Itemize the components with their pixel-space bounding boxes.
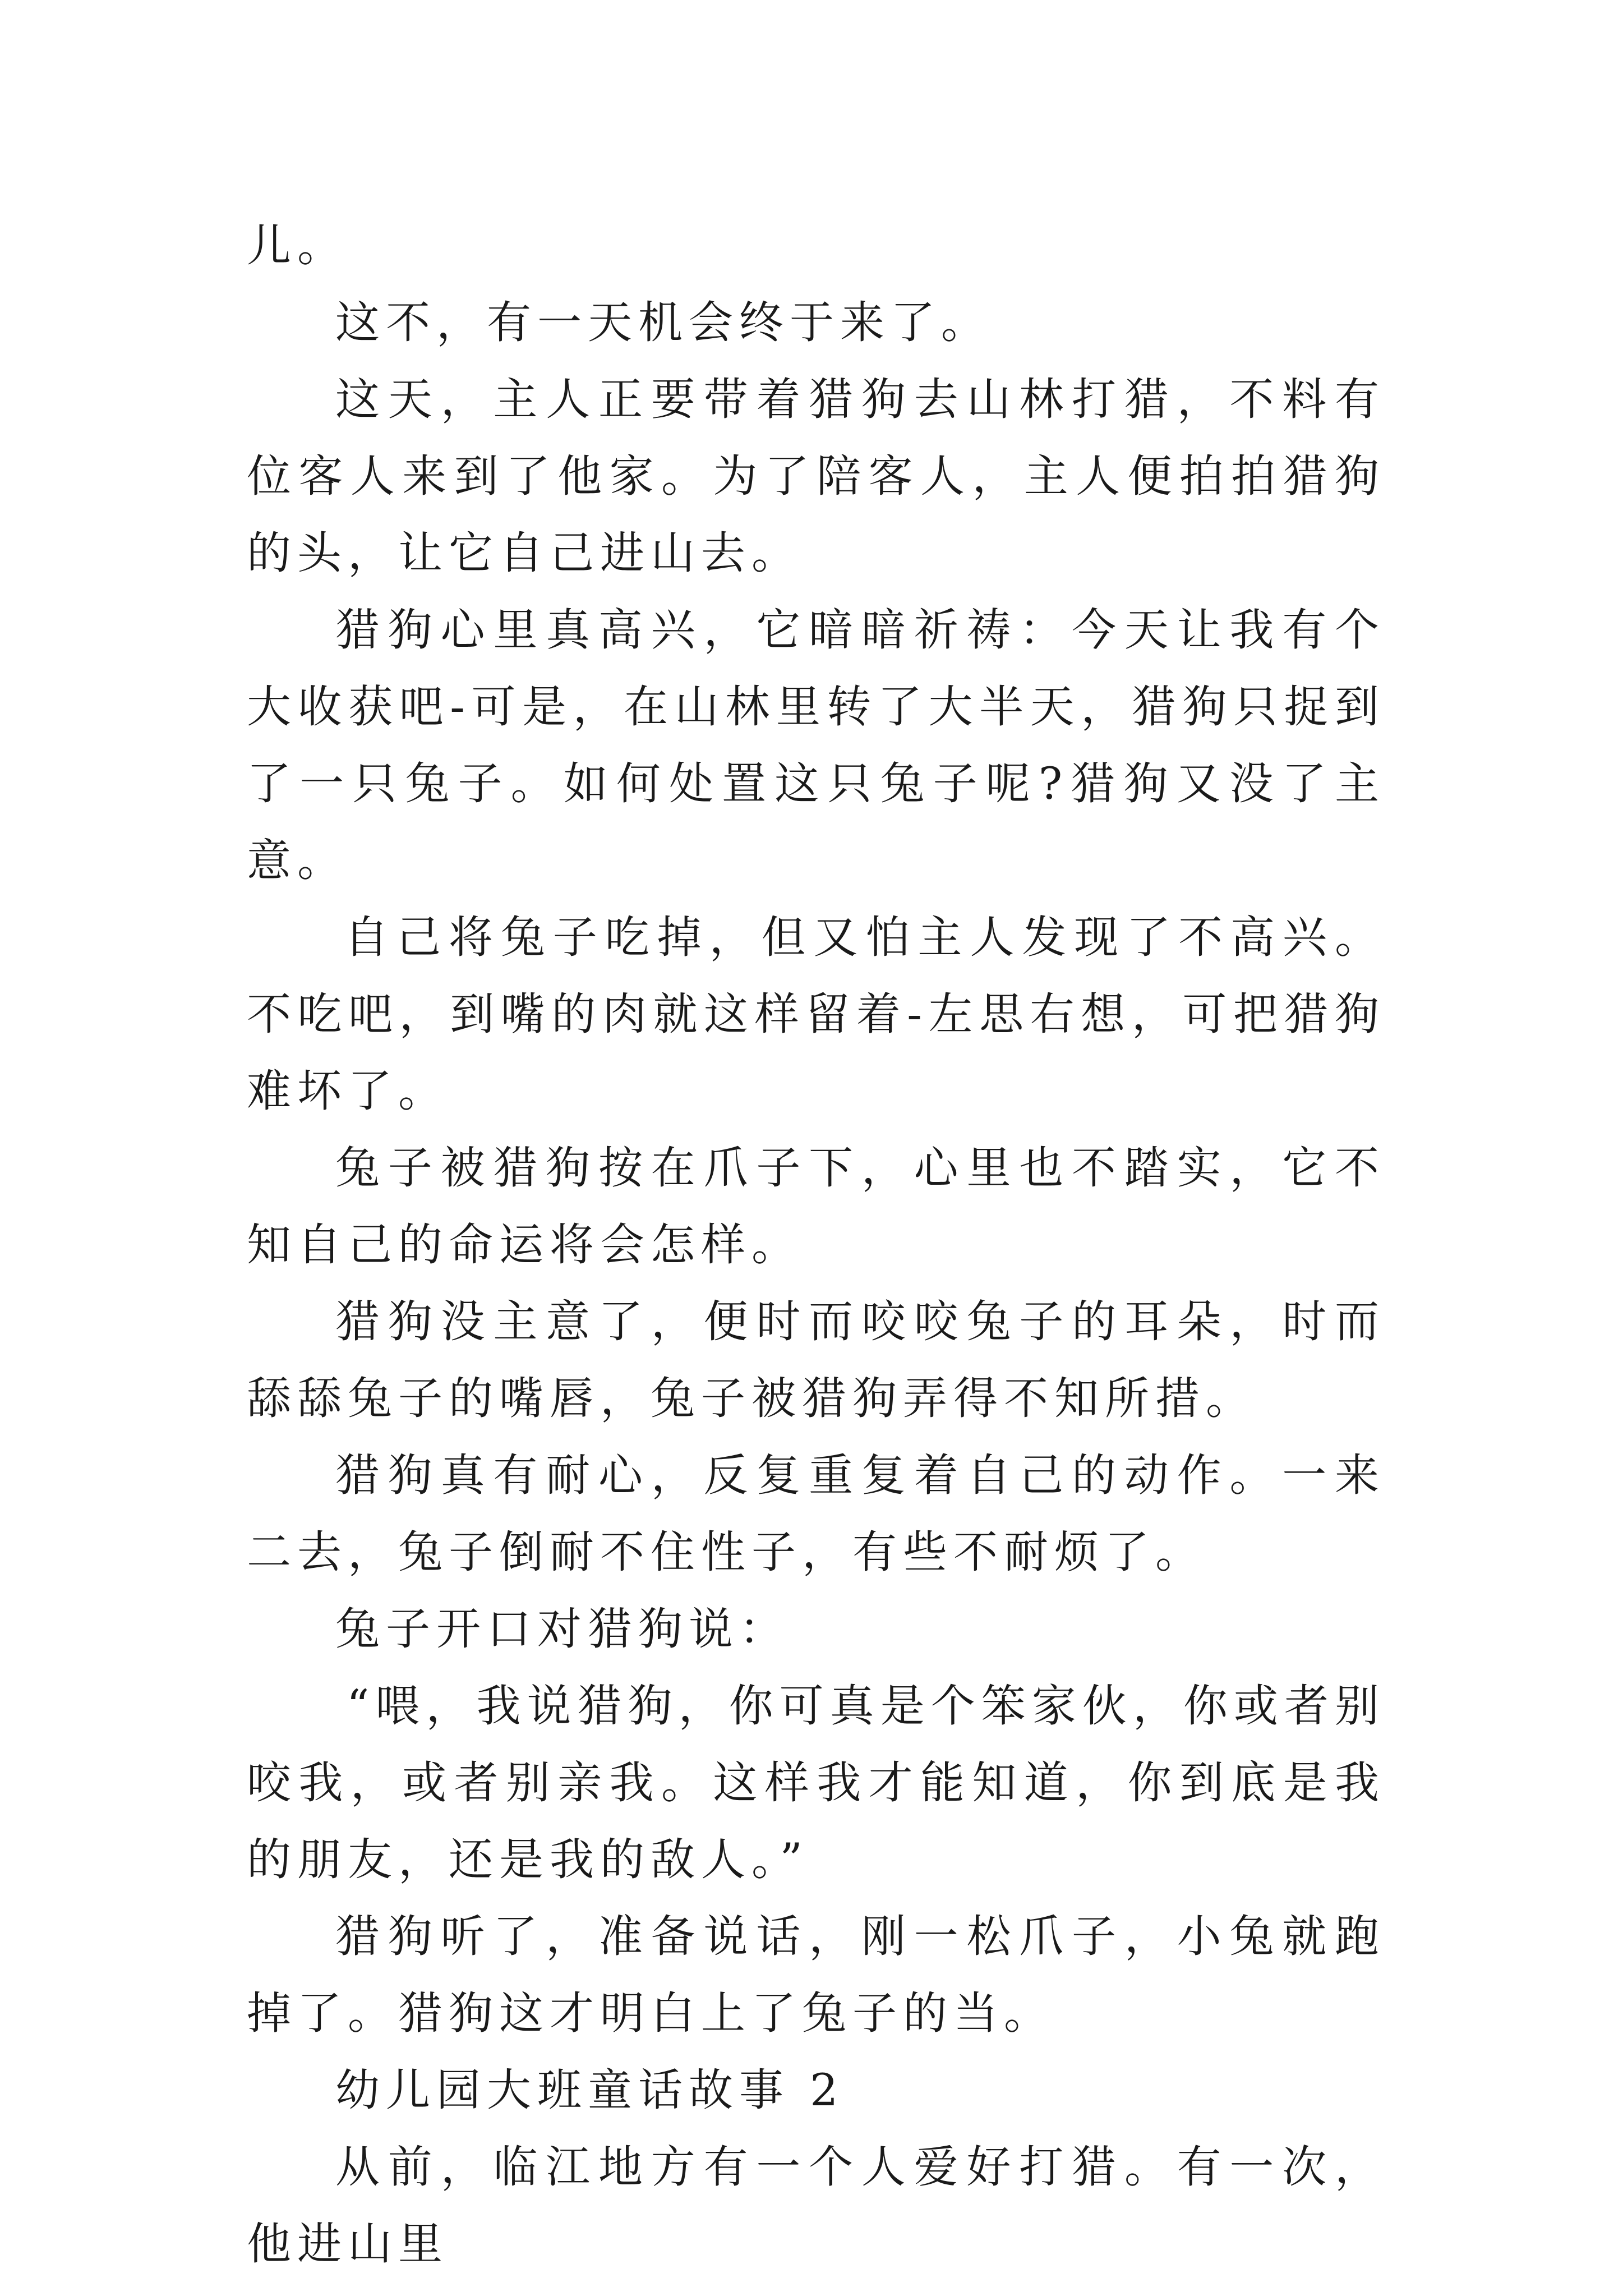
paragraph-rabbit-speaks: 兔子开口对猎狗说： [335, 1603, 790, 1655]
paragraph-escape: 猎狗听了，准备说话，刚一松爪子，小兔就跑掉了。猎狗这才明白上了兔子的当。 [247, 1911, 1385, 2039]
paragraph-dilemma: 自己将兔子吃掉，但又怕主人发现了不高兴。不吃吧，到嘴的肉就这样留着-左思右想，可把猎狗难坏了。 [247, 912, 1385, 1117]
paragraph-rabbit-worry: 兔子被猎狗按在爪子下，心里也不踏实，它不知自己的命运将会怎样。 [247, 1142, 1385, 1271]
section-heading: 幼儿园大班童话故事 2 [335, 2064, 845, 2116]
paragraph-continuation: 儿。 [247, 220, 348, 272]
paragraph-bite-lick: 猎狗没主意了，便时而咬咬兔子的耳朵，时而舔舔兔子的嘴唇，兔子被猎狗弄得不知所措。 [247, 1296, 1385, 1424]
body-text [247, 208, 1385, 2283]
paragraph-quote: “喂，我说猎狗，你可真是个笨家伙，你或者别咬我，或者别亲我。这样我才能知道，你到底是我的朋友，还是我的敌人。” [247, 1680, 1385, 1885]
paragraph-guest-arrives: 这天，主人正要带着猎狗去山林打猎，不料有位客人来到了他家。为了陪客人，主人便拍拍猎狗的头，让它自己进山去。 [247, 374, 1385, 579]
paragraph-hunting: 猎狗心里真高兴，它暗暗祈祷：今天让我有个大收获吧-可是，在山林里转了大半天，猎狗只捉到了一只兔子。如何处置这只兔子呢?猎狗又没了主意。 [247, 604, 1385, 886]
paragraph-opportunity: 这不，有一天机会终于来了。 [335, 297, 992, 348]
paragraph-patience: 猎狗真有耐心，反复重复着自己的动作。一来二去，兔子倒耐不住性子，有些不耐烦了。 [247, 1450, 1385, 1578]
paragraph-new-story: 从前，临江地方有一个人爱好打猎。有一次，他进山里 [247, 2141, 1385, 2270]
